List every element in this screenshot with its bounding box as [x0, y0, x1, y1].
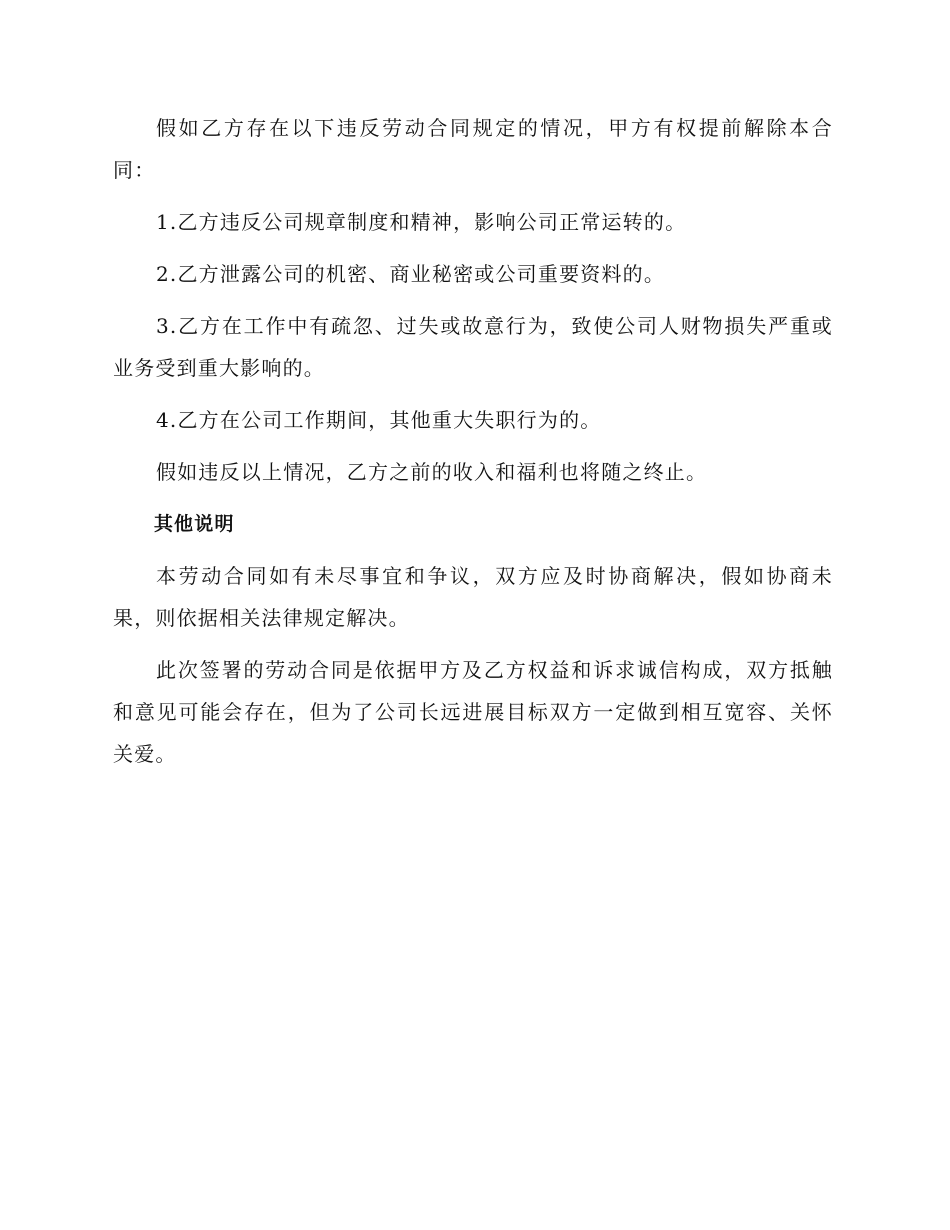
paragraph-termination-consequence: 假如违反以上情况，乙方之前的收入和福利也将随之终止。 [156, 460, 708, 484]
paragraph-contract-spirit: 此次签署的劳动合同是依据甲方及乙方权益和诉求诚信构成，双方抵触和意见可能会存在，但为了公司长远进展目标双方一定做到相互宽容、关怀关爱。 [113, 658, 833, 766]
document-body [113, 107, 833, 785]
list-item-2: 2.乙方泄露公司的机密、商业秘密或公司重要资料的。 [156, 262, 666, 286]
list-item-4: 4.乙方在公司工作期间，其他重大失职行为的。 [156, 408, 602, 432]
list-item-3: 3.乙方在工作中有疏忽、过失或故意行为，致使公司人财物损失严重或业务受到重大影响的。 [113, 314, 833, 380]
paragraph-dispute-resolution: 本劳动合同如有未尽事宜和争议，双方应及时协商解决，假如协商未果，则依据相关法律规定解决。 [113, 564, 833, 630]
list-item-1: 1.乙方违反公司规章制度和精神，影响公司正常运转的。 [156, 210, 687, 234]
section-heading: 其他说明 [153, 513, 235, 535]
paragraph-termination-intro: 假如乙方存在以下违反劳动合同规定的情况，甲方有权提前解除本合同： [113, 116, 833, 182]
